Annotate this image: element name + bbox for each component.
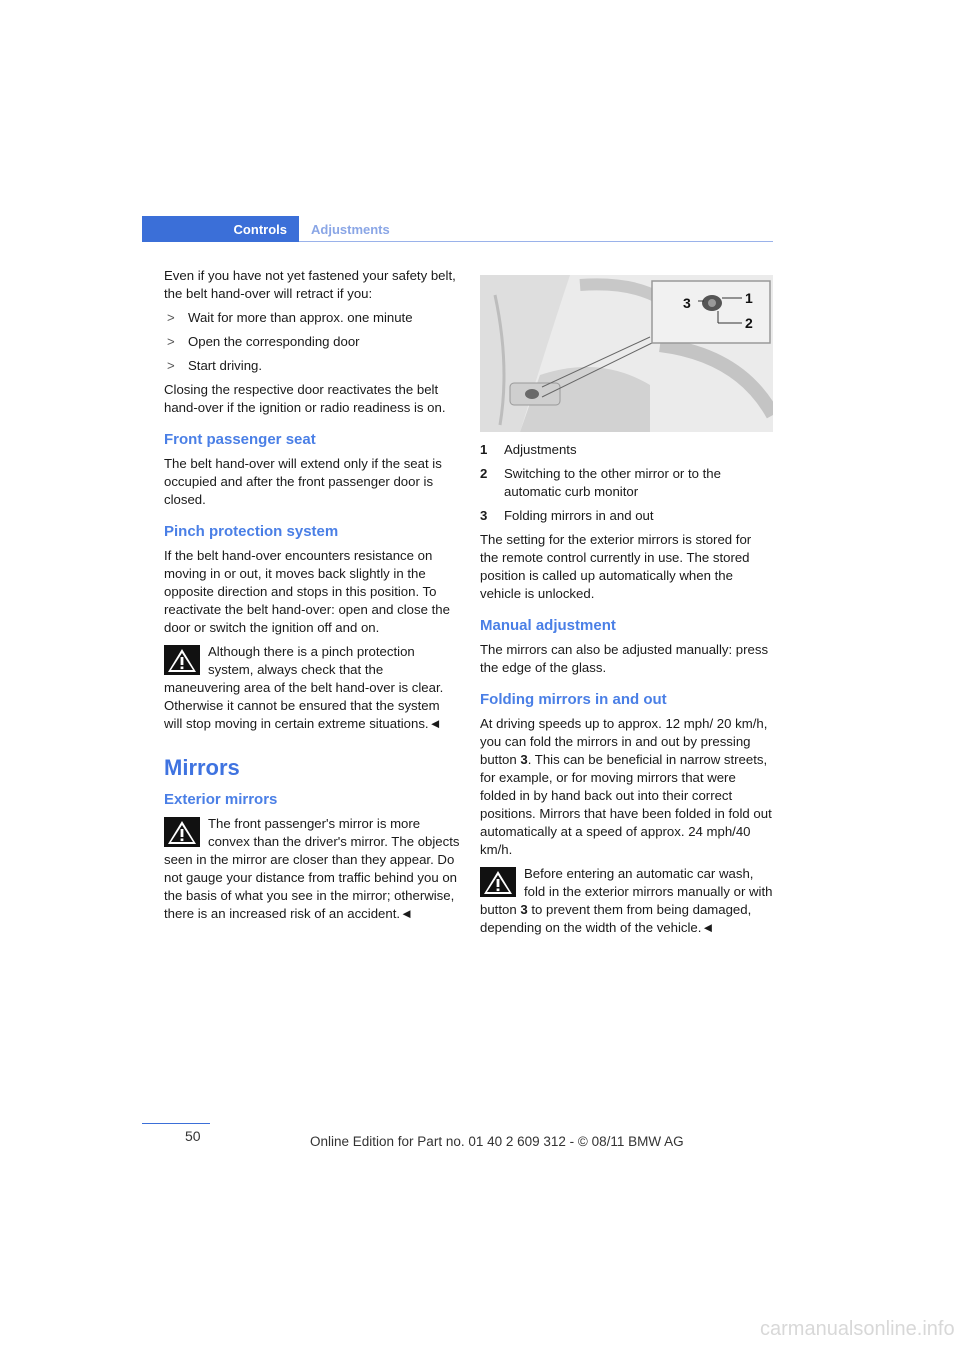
manual-text: The mirrors can also be adjusted manually: press the edge of the glass. — [480, 642, 769, 675]
heading-pinch-protection: Pinch protection system — [164, 523, 339, 540]
heading-exterior-mirrors: Exterior mirrors — [164, 791, 278, 808]
list-item: 1 Adjustments — [480, 442, 577, 457]
header-section: Controls — [233, 222, 287, 237]
car-wash-warning: Before entering an automatic car wash, fold in the exterior mirrors manually or with button 3 to prevent them from being damaged, depending on the width of the vehicle.◄ — [480, 866, 773, 935]
heading-manual-adjustment: Manual adjustment — [480, 617, 616, 634]
pinch-warning: Although there is a pinch protection system, always check that the maneuvering area of the belt hand-over is clear. Otherwise it cannot be ensured that the system will stop moving in certain extreme situations.◄ — [164, 644, 444, 731]
heading-front-passenger-seat: Front passenger seat — [164, 431, 316, 448]
header-subsection: Adjustments — [311, 222, 390, 237]
list-item: > Open the corresponding door — [167, 334, 360, 349]
warning-icon — [480, 867, 516, 897]
setting-text: The setting for the exterior mirrors is stored for the remote control currently in use. The stored position is called up automatically when the vehicle is unlocked. — [480, 532, 752, 601]
callout-2: 2 — [745, 315, 753, 331]
watermark: carmanualsonline.info — [760, 1318, 955, 1340]
front-passenger-text: The belt hand-over will extend only if the seat is occupied and after the front passenger door is closed. — [164, 456, 442, 507]
list-item: 2 Switching to the other mirror or to the automatic curb monitor — [480, 466, 721, 499]
list-item: > Wait for more than approx. one minute — [167, 310, 413, 325]
warning-icon — [164, 645, 200, 675]
list-item: 3 Folding mirrors in and out — [480, 508, 654, 523]
mirror-controls-illustration — [480, 275, 773, 432]
heading-folding-mirrors: Folding mirrors in and out — [480, 691, 667, 708]
list-item: > Start driving. — [167, 358, 263, 373]
folding-text: At driving speeds up to approx. 12 mph/ 20 km/h, you can fold the mirrors in and out by pressing button 3. This can be beneficial in narrow streets, for example, or for moving mirrors that were folded in by hand back out into their correct positions. Mirrors that have been folded in fold out automatically at a speed of approx. 24 mph/40 km/h. — [480, 716, 772, 857]
exterior-warning: The front passenger's mirror is more convex than the driver's mirror. The objects seen in the mirror are closer than they appear. Do not gauge your distance from traffic behind you on the basis of what you see in the mirror; otherwise, there is an increased risk of an accident.◄ — [164, 816, 460, 921]
end-mark: ◄ — [428, 716, 442, 731]
door-panel-drawing — [480, 275, 773, 432]
callout-3: 3 — [683, 295, 691, 311]
end-mark: ◄ — [701, 920, 715, 935]
callout-1: 1 — [745, 290, 753, 306]
left-column — [164, 267, 460, 929]
right-column — [480, 441, 773, 943]
heading-mirrors: Mirrors — [164, 755, 240, 780]
footer-rule — [142, 1123, 210, 1124]
end-mark: ◄ — [400, 906, 414, 921]
header-rule — [299, 241, 773, 242]
pinch-text: If the belt hand-over encounters resistance on moving in or out, it moves back slightly in the opposite direction and stops in this position. To reactivate the belt hand-over: open and close the door or switch the ignition off and on. — [164, 548, 450, 635]
page-number: 50 — [185, 1128, 201, 1144]
warning-icon — [164, 817, 200, 847]
closing-door-text: Closing the respective door reactivates the belt hand-over if the ignition or radio readiness is on. — [164, 382, 446, 415]
intro-text: Even if you have not yet fastened your safety belt, the belt hand-over will retract if you: — [164, 268, 456, 301]
header-section-tab — [142, 216, 299, 242]
footer-text: Online Edition for Part no. 01 40 2 609 312 - © 08/11 BMW AG — [310, 1134, 684, 1149]
